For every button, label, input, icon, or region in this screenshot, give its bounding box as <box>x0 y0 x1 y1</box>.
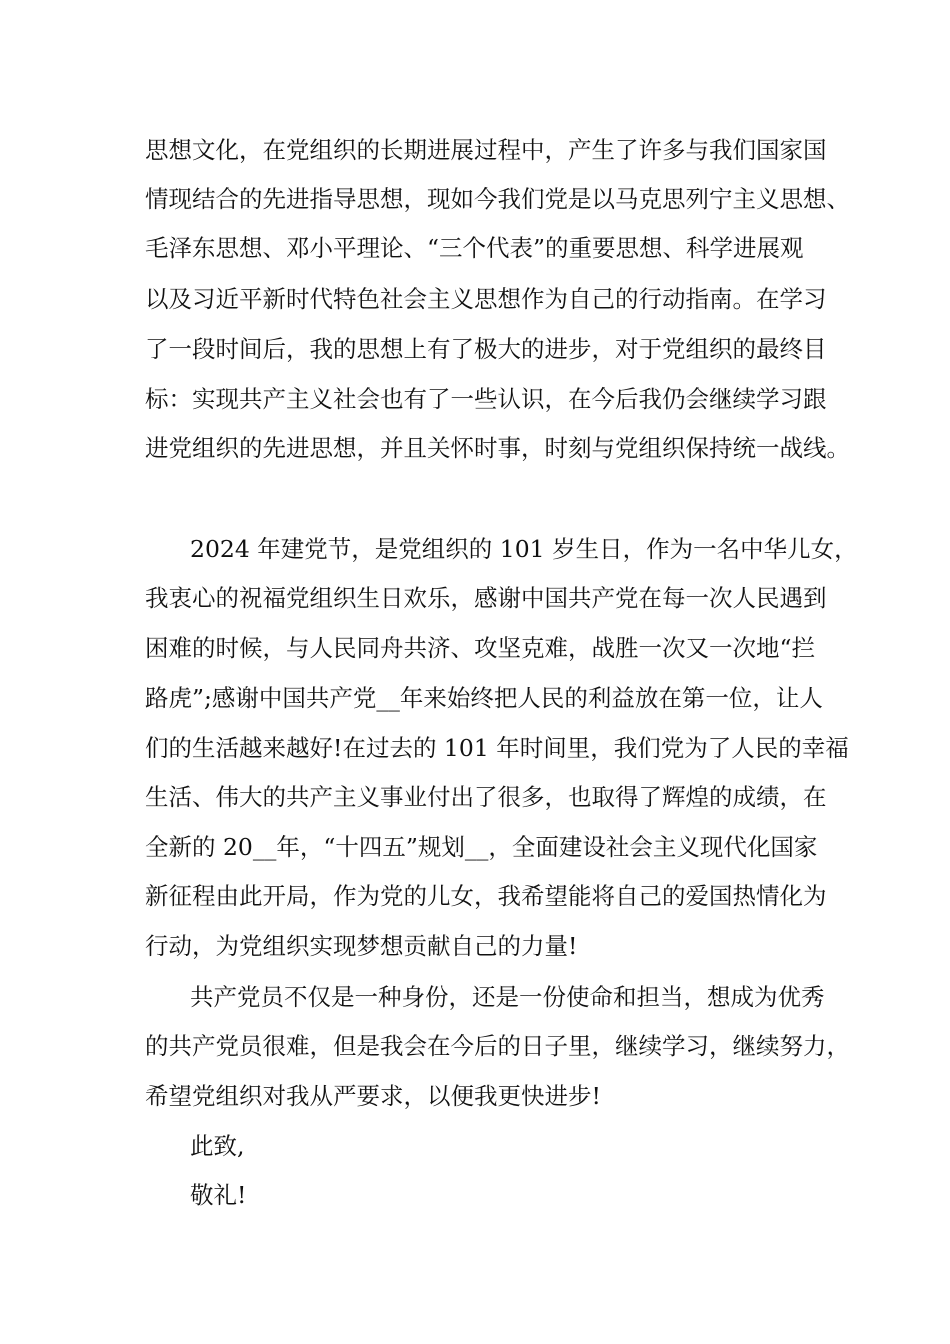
paragraph-line: 情现结合的先进指导思想，现如今我们党是以马克思列宁主义思想、 <box>145 185 850 213</box>
paragraph-line: 们的生活越来越好!在过去的 101 年时间里，我们党为了人民的幸福 <box>145 734 849 762</box>
paragraph-line: 思想文化，在党组织的长期进展过程中，产生了许多与我们国家国 <box>145 136 827 164</box>
paragraph-line: 共产党员不仅是一种身份，还是一份使命和担当，想成为优秀 <box>190 983 825 1011</box>
paragraph-line: 标：实现共产主义社会也有了一些认识，在今后我仍会继续学习跟 <box>145 385 827 413</box>
paragraph-line: 生活、伟大的共产主义事业付出了很多，也取得了辉煌的成绩，在 <box>145 783 827 811</box>
paragraph-line: 了一段时间后，我的思想上有了极大的进步，对于党组织的最终目 <box>145 335 827 363</box>
paragraph-line: 的共产党员很难，但是我会在今后的日子里，继续学习，继续努力， <box>145 1032 850 1060</box>
paragraph-line: 路虎”;感谢中国共产党__年来始终把人民的利益放在第一位，让人 <box>145 684 823 712</box>
paragraph-line: 希望党组织对我从严要求，以便我更快进步! <box>145 1082 601 1110</box>
paragraph-line: 毛泽东思想、邓小平理论、“三个代表”的重要思想、科学进展观 <box>145 234 804 262</box>
paragraph-line: 困难的时候，与人民同舟共济、攻坚克难，战胜一次又一次地“拦 <box>145 634 816 662</box>
paragraph-line: 以及习近平新时代特色社会主义思想作为自己的行动指南。在学习 <box>145 285 827 313</box>
closing-text: 此致, <box>190 1132 245 1160</box>
paragraph-line: 新征程由此开局，作为党的儿女，我希望能将自己的爱国热情化为 <box>145 882 827 910</box>
paragraph-line: 我衷心的祝福党组织生日欢乐，感谢中国共产党在每一次人民遇到 <box>145 584 827 612</box>
paragraph-line: 进党组织的先进思想，并且关怀时事，时刻与党组织保持统一战线。 <box>145 434 850 462</box>
paragraph-line: 全新的 20__年，“十四五”规划__，全面建设社会主义现代化国家 <box>145 833 818 861</box>
paragraph-line: 行动，为党组织实现梦想贡献自己的力量! <box>145 932 578 960</box>
salute-text: 敬礼! <box>190 1181 247 1209</box>
paragraph-line: 2024 年建党节，是党组织的 101 岁生日，作为一名中华儿女， <box>190 535 858 563</box>
